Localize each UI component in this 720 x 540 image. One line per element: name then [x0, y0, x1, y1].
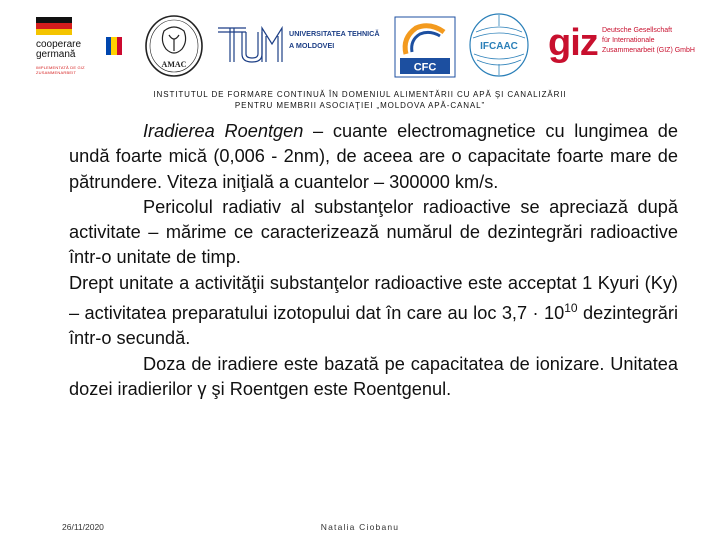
institute-line1: INSTITUTUL DE FORMARE CONTINUĂ ÎN DOMENIUL ALIMENTĂRII CU APĂ ŞI CANALIZĂRII: [153, 90, 567, 99]
cfc-label: CFC: [413, 61, 437, 74]
amac-logo: [142, 13, 206, 79]
slide-body: [69, 119, 678, 402]
giz-word: giz: [548, 22, 598, 64]
cfc-logo: [394, 16, 456, 78]
moldova-flag-icon: [106, 37, 122, 55]
ifcaac-label: IFCAAC: [480, 41, 518, 52]
coop-line2: germană: [36, 49, 76, 60]
ifcaac-logo: [468, 12, 530, 78]
german-flag-icon: [36, 17, 72, 35]
logo-strip: [0, 0, 720, 82]
utm-emblem-icon: [216, 18, 288, 70]
coop-logo-text: [36, 40, 81, 60]
amac-emblem-icon: [142, 13, 206, 79]
paragraph-roentgen-text: – cuante electromagnetice cu lungimea de undă foarte mică (0,006 - 2nm), de aceea are o capacitate foarte mare de pătrundere. Viteza iniţială a cuantelor – 300000 km/s.: [69, 121, 678, 192]
giz-fulltext: [602, 26, 695, 56]
activity-text-before: Drept unitate a activităţii substanţelor radioactive este acceptat 1 Kyuri (Ky) – activitatea preparatului izotopului dat în care au loc 3,7 · 10: [69, 272, 678, 324]
giz-logo: [548, 24, 708, 64]
paragraph-radiation-danger: Pericolul radiativ al substanţelor radioactive se apreciază după activitate – mărime ce caracterizează numărul de dezintegrări radioactive într-o unitate de timp.: [69, 196, 678, 268]
utm-logo: [216, 18, 380, 70]
giz-line3: Zusammenarbeit (GIZ) GmbH: [602, 47, 695, 54]
institute-title: [110, 89, 610, 111]
utm-line2: A MOLDOVEI: [289, 41, 335, 50]
activity-exponent: 10: [564, 301, 578, 316]
utm-line1: UNIVERSITATEA TEHNICĂ: [289, 29, 380, 38]
amac-label: AMAC: [161, 60, 187, 69]
utm-text: [289, 28, 380, 52]
coop-line1: cooperare: [36, 39, 82, 50]
german-cooperation-logo: [36, 17, 124, 79]
ifcaac-emblem-icon: [468, 12, 530, 78]
giz-line1: Deutsche Gesellschaft: [602, 27, 673, 34]
term-roentgen: Iradierea Roentgen: [143, 121, 304, 141]
paragraph-activity-unit: [69, 271, 678, 352]
cfc-emblem-icon: [394, 16, 456, 78]
footer-author: Natalia Ciobanu: [320, 522, 400, 532]
footer-date: 26/11/2020: [62, 522, 104, 532]
institute-line2: PENTRU MEMBRII ASOCIAŢIEI „MOLDOVA APĂ-CANAL”: [234, 101, 486, 110]
activity-text-after: dezintegrări într-o secundă.: [69, 303, 678, 349]
giz-line2: für Internationale: [602, 37, 655, 44]
paragraph-dose: Doza de iradiere este bazată pe capacitatea de ionizare. Unitatea dozei iradierilor γ şi Roentgen este Roentgenul.: [69, 353, 678, 400]
coop-small-text: IMPLEMENTATĂ DE GIZ ZUSAMMENARBEIT: [36, 65, 85, 75]
paragraph-roentgen: [69, 119, 678, 195]
